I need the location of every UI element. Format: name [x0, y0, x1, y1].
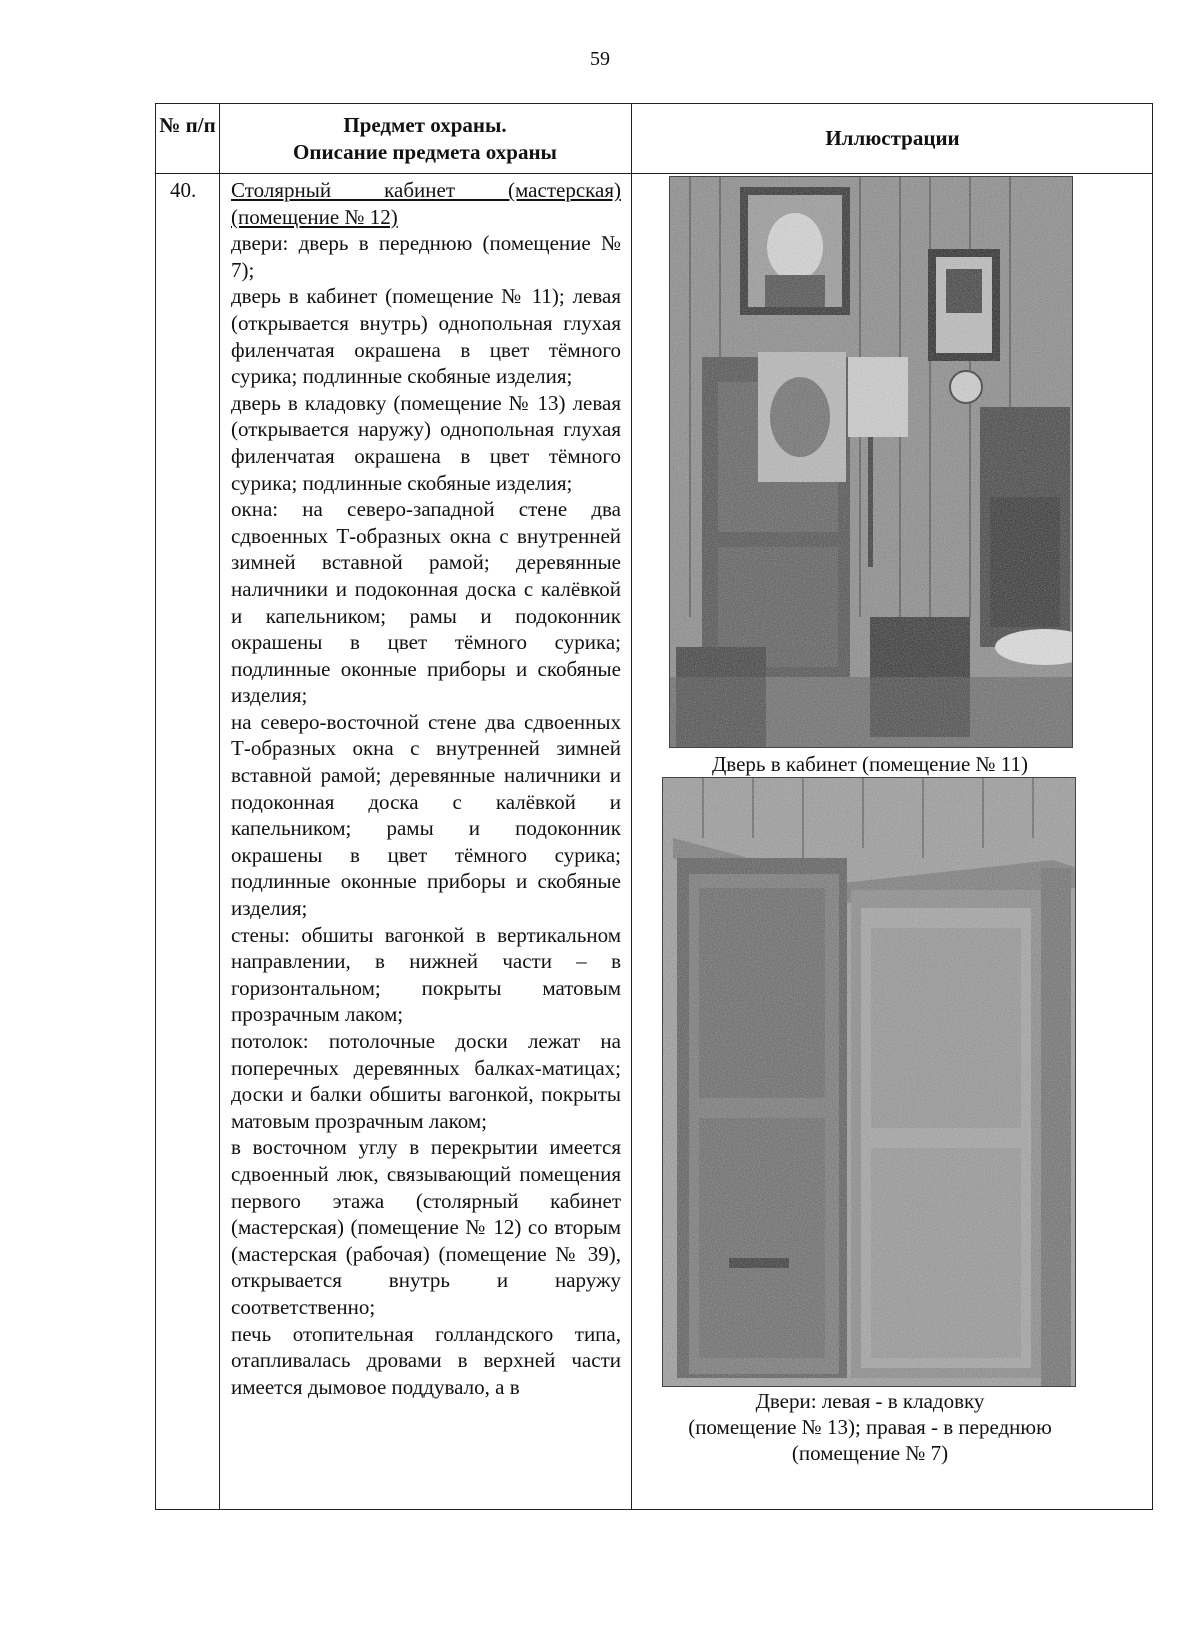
header-illustrations: Иллюстрации [825, 126, 960, 150]
room-title: Столярный кабинет (мастерская) (помещение № 12) [231, 178, 621, 229]
description-line: стены: обшиты вагонкой в вертикальном направлении, в нижней части – в горизонтальном; покрыты матовым прозрачным лаком; [231, 922, 621, 1027]
header-subject-line2: Описание предмета охраны [293, 140, 557, 164]
photo-doors [662, 777, 1076, 1387]
description-cell [231, 177, 621, 1400]
header-num-text: № п/п [159, 113, 216, 137]
photo-doors-caption-line1: Двери: левая - в кладовку [755, 1389, 985, 1413]
row-number: 40. [170, 178, 197, 202]
protection-table [155, 103, 1153, 1510]
photo-cabinet-door-caption: Дверь в кабинет (помещение № 11) [711, 752, 1029, 776]
header-num [156, 112, 219, 138]
description-line: дверь в кладовку (помещение № 13) левая (открывается наружу) однопольная глухая филенчатая окрашена в цвет тёмного сурика; подлинные скобяные изделия; [231, 390, 621, 495]
photo-cabinet-door-image [670, 177, 1073, 748]
page-number: 59 [590, 48, 610, 70]
column-divider [631, 104, 632, 1509]
photo-doors-caption [631, 1388, 1109, 1466]
header-subject [219, 112, 631, 166]
photo-doors-caption-line3: (помещение № 7) [791, 1441, 949, 1465]
description-line: дверь в кабинет (помещение № 11); левая (открывается внутрь) однопольная глухая филенчатая окрашена в цвет тёмного сурика; подлинные скобяные изделия; [231, 284, 621, 389]
header-divider [156, 173, 1152, 174]
description-line: печь отопительная голландского типа, отапливалась дровами в верхней части имеется дымовое поддувало, а в [231, 1321, 621, 1399]
photo-cabinet-door [669, 176, 1073, 748]
description-line: на северо-восточной стене два сдвоенных Т-образных окна с внутренней зимней вставной рамой; деревянные наличники и подоконная доска с калёвкой и капельником; рамы и подоконник окрашены в цвет тёмного сурика; подлинные оконные приборы и скобяные изделия; [231, 709, 621, 921]
description-line: окна: на северо-западной стене два сдвоенных Т-образных окна с внутренней зимней вставной рамой; деревянные наличники и подоконная доска с калёвкой и капельником; рамы и подоконник окрашены в цвет тёмного сурика; подлинные оконные приборы и скобяные изделия; [231, 497, 621, 708]
photo-doors-caption-line2: (помещение № 13); правая - в переднюю [688, 1415, 1052, 1439]
description-line: потолок: потолочные доски лежат на поперечных деревянных балках-матицах; доски и балки обшиты вагонкой, покрыты матовым прозрачным лаком; [231, 1029, 621, 1133]
photo-doors-image [663, 778, 1076, 1387]
header-subject-line1: Предмет охраны. [343, 113, 507, 137]
description-line: в восточном углу в перекрытии имеется сдвоенный люк, связывающий помещения первого этажа (столярный кабинет (мастерская) (помещение № 12) со вторым (мастерская (рабочая) (помещение № 39), открывается внутрь и наружу соответственно; [231, 1135, 621, 1319]
description-line: двери: дверь в переднюю (помещение № 7); [231, 231, 621, 282]
column-divider [219, 104, 220, 1509]
